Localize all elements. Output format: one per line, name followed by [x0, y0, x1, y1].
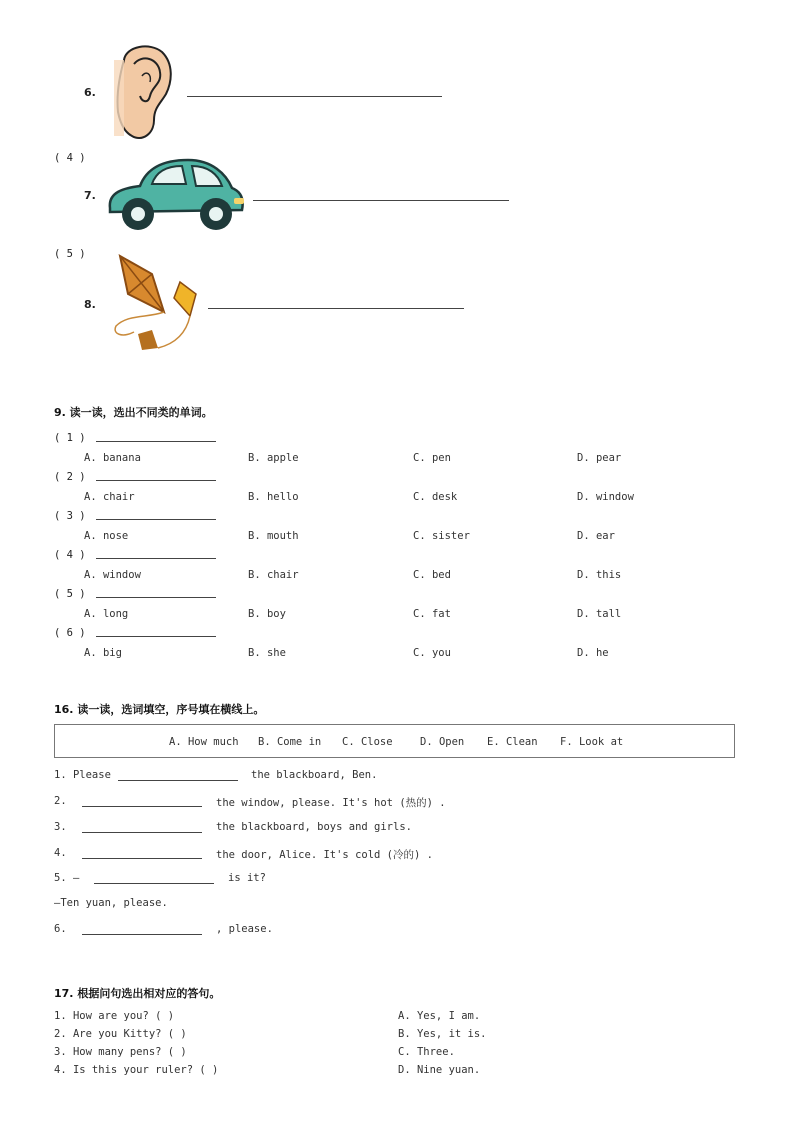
- fill-line-suffix: , please.: [216, 923, 273, 935]
- option-d: D. pear: [577, 452, 622, 464]
- answer-line[interactable]: [96, 636, 216, 637]
- item-number: 6.: [84, 86, 96, 99]
- dialog-reply: —Ten yuan, please.: [54, 897, 168, 909]
- ear-icon: [112, 42, 176, 142]
- word-bank: [54, 724, 735, 758]
- option-c: C. fat: [413, 608, 451, 620]
- answer-line[interactable]: [96, 480, 216, 481]
- answer-line[interactable]: [96, 597, 216, 598]
- row-label: ( 5 ): [54, 588, 86, 600]
- question-16-title: 16. 读一读，选词填空，序号填在横线上。: [54, 703, 265, 716]
- option-c: C. bed: [413, 569, 451, 581]
- option-a: A. nose: [84, 530, 129, 542]
- answer-option: A. Yes, I am.: [398, 1010, 481, 1022]
- row-label: ( 6 ): [54, 627, 86, 639]
- answer-line[interactable]: [94, 883, 214, 884]
- answer-option: B. Yes, it is.: [398, 1028, 487, 1040]
- question-item: 4. Is this your ruler? ( ): [54, 1064, 219, 1076]
- fill-line-prefix: 4.: [54, 847, 67, 859]
- fill-line-suffix: the blackboard, boys and girls.: [216, 821, 412, 833]
- fill-line-suffix: the blackboard, Ben.: [251, 769, 378, 781]
- option-a: A. big: [84, 647, 122, 659]
- option-d: D. this: [577, 569, 622, 581]
- part-label: ( 4 ): [54, 152, 86, 164]
- option-b: B. she: [248, 647, 286, 659]
- question-item: 3. How many pens? ( ): [54, 1046, 187, 1058]
- question-17-title: 17. 根据问句选出相对应的答句。: [54, 987, 221, 1000]
- option-b: B. chair: [248, 569, 299, 581]
- fill-line-prefix: 5. —: [54, 872, 80, 884]
- option-a: A. long: [84, 608, 129, 620]
- option-d: D. tall: [577, 608, 622, 620]
- item-number: 8.: [84, 298, 96, 311]
- word-option: F. Look at: [560, 736, 624, 748]
- option-a: A. chair: [84, 491, 135, 503]
- answer-line[interactable]: [82, 832, 202, 833]
- option-b: B. boy: [248, 608, 286, 620]
- fill-line-suffix: the door, Alice. It's cold (冷的) .: [216, 849, 433, 861]
- option-d: D. he: [577, 647, 609, 659]
- word-option: B. Come in: [258, 736, 322, 748]
- answer-line[interactable]: [208, 308, 464, 309]
- word-option: D. Open: [420, 736, 465, 748]
- answer-line[interactable]: [82, 934, 202, 935]
- option-d: D. window: [577, 491, 634, 503]
- row-label: ( 3 ): [54, 510, 86, 522]
- option-c: C. sister: [413, 530, 470, 542]
- fill-line-prefix: 2.: [54, 795, 67, 807]
- option-d: D. ear: [577, 530, 615, 542]
- option-a: A. banana: [84, 452, 141, 464]
- option-b: B. apple: [248, 452, 299, 464]
- answer-line[interactable]: [82, 858, 202, 859]
- fill-line-suffix: the window, please. It's hot (热的) .: [216, 797, 446, 809]
- answer-line[interactable]: [187, 96, 442, 97]
- option-c: C. desk: [413, 491, 458, 503]
- answer-line[interactable]: [96, 558, 216, 559]
- option-b: B. mouth: [248, 530, 299, 542]
- option-c: C. you: [413, 647, 451, 659]
- answer-option: C. Three.: [398, 1046, 455, 1058]
- word-option: A. How much: [169, 736, 239, 748]
- row-label: ( 4 ): [54, 549, 86, 561]
- row-label: ( 2 ): [54, 471, 86, 483]
- answer-option: D. Nine yuan.: [398, 1064, 481, 1076]
- fill-line-prefix: 1. Please: [54, 769, 111, 781]
- row-label: ( 1 ): [54, 432, 86, 444]
- answer-line[interactable]: [253, 200, 509, 201]
- question-9-title: 9. 读一读，选出不同类的单词。: [54, 406, 213, 419]
- fill-line-suffix: is it?: [228, 872, 266, 884]
- question-item: 2. Are you Kitty? ( ): [54, 1028, 187, 1040]
- answer-line[interactable]: [96, 519, 216, 520]
- part-label: ( 5 ): [54, 248, 86, 260]
- question-item: 1. How are you? ( ): [54, 1010, 175, 1022]
- option-b: B. hello: [248, 491, 299, 503]
- fill-line-prefix: 3.: [54, 821, 67, 833]
- answer-line[interactable]: [118, 780, 238, 781]
- word-option: E. Clean: [487, 736, 538, 748]
- answer-line[interactable]: [82, 806, 202, 807]
- word-option: C. Close: [342, 736, 393, 748]
- car-icon: [104, 156, 246, 236]
- fill-line-prefix: 6.: [54, 923, 67, 935]
- answer-line[interactable]: [96, 441, 216, 442]
- kite-icon: [108, 254, 200, 354]
- option-a: A. window: [84, 569, 141, 581]
- item-number: 7.: [84, 189, 96, 202]
- option-c: C. pen: [413, 452, 451, 464]
